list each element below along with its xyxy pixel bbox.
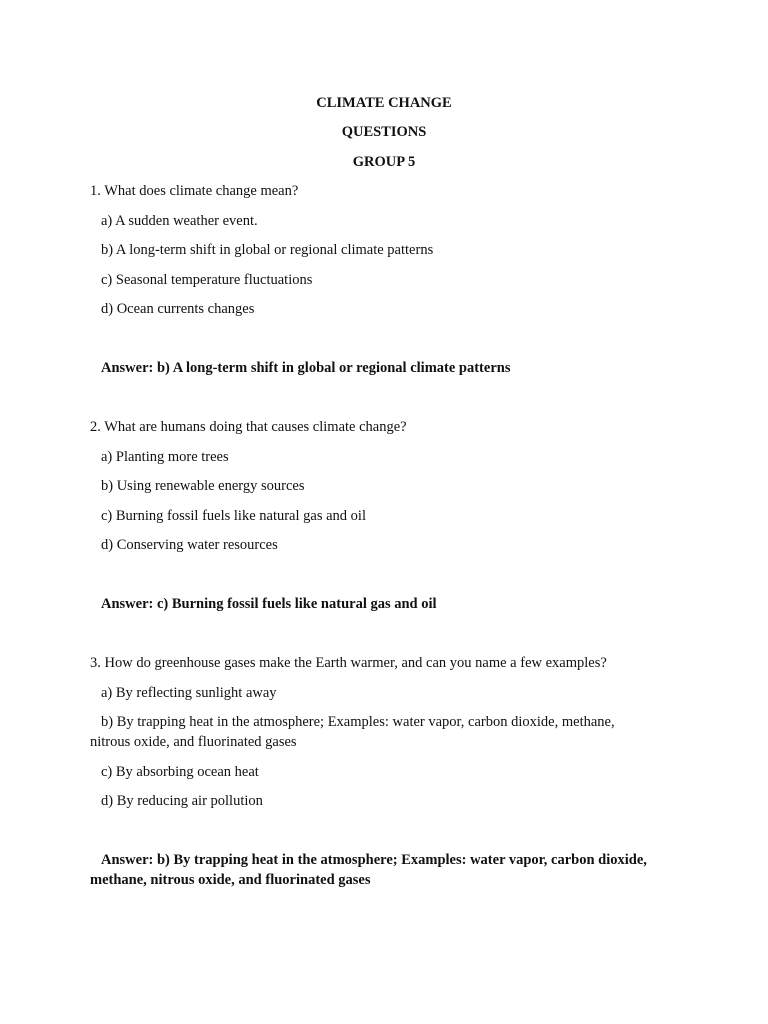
- question-2-option-c: c) Burning fossil fuels like natural gas and oil: [101, 508, 366, 524]
- question-1: 1. What does climate change mean?: [90, 183, 299, 199]
- question-1-answer: Answer: b) A long-term shift in global or regional climate patterns: [101, 360, 511, 376]
- document-title: CLIMATE CHANGE: [316, 95, 452, 111]
- question-3-option-b: b) By trapping heat in the atmosphere; Examples: water vapor, carbon dioxide, methane,: [101, 714, 615, 730]
- question-3-option-d: d) By reducing air pollution: [101, 793, 263, 809]
- question-2: 2. What are humans doing that causes climate change?: [90, 419, 407, 435]
- document-subtitle: QUESTIONS: [341, 124, 427, 140]
- question-2-answer: Answer: c) Burning fossil fuels like natural gas and oil: [101, 596, 437, 612]
- question-2-option-b: b) Using renewable energy sources: [101, 478, 305, 494]
- group-label: GROUP 5: [352, 154, 416, 170]
- question-1-option-a: a) A sudden weather event.: [101, 213, 258, 229]
- question-1-option-d: d) Ocean currents changes: [101, 301, 255, 317]
- question-3-option-b-continued: nitrous oxide, and fluorinated gases: [90, 734, 297, 750]
- question-3-option-a: a) By reflecting sunlight away: [101, 685, 277, 701]
- question-3-answer-continued: methane, nitrous oxide, and fluorinated gases: [90, 872, 371, 888]
- question-2-option-a: a) Planting more trees: [101, 449, 229, 465]
- question-3-option-c: c) By absorbing ocean heat: [101, 764, 259, 780]
- question-1-option-b: b) A long-term shift in global or regional climate patterns: [101, 242, 434, 258]
- question-1-option-c: c) Seasonal temperature fluctuations: [101, 272, 313, 288]
- question-2-option-d: d) Conserving water resources: [101, 537, 278, 553]
- question-3: 3. How do greenhouse gases make the Earth warmer, and can you name a few examples?: [90, 655, 607, 671]
- question-3-answer: Answer: b) By trapping heat in the atmosphere; Examples: water vapor, carbon dioxide,: [101, 852, 647, 868]
